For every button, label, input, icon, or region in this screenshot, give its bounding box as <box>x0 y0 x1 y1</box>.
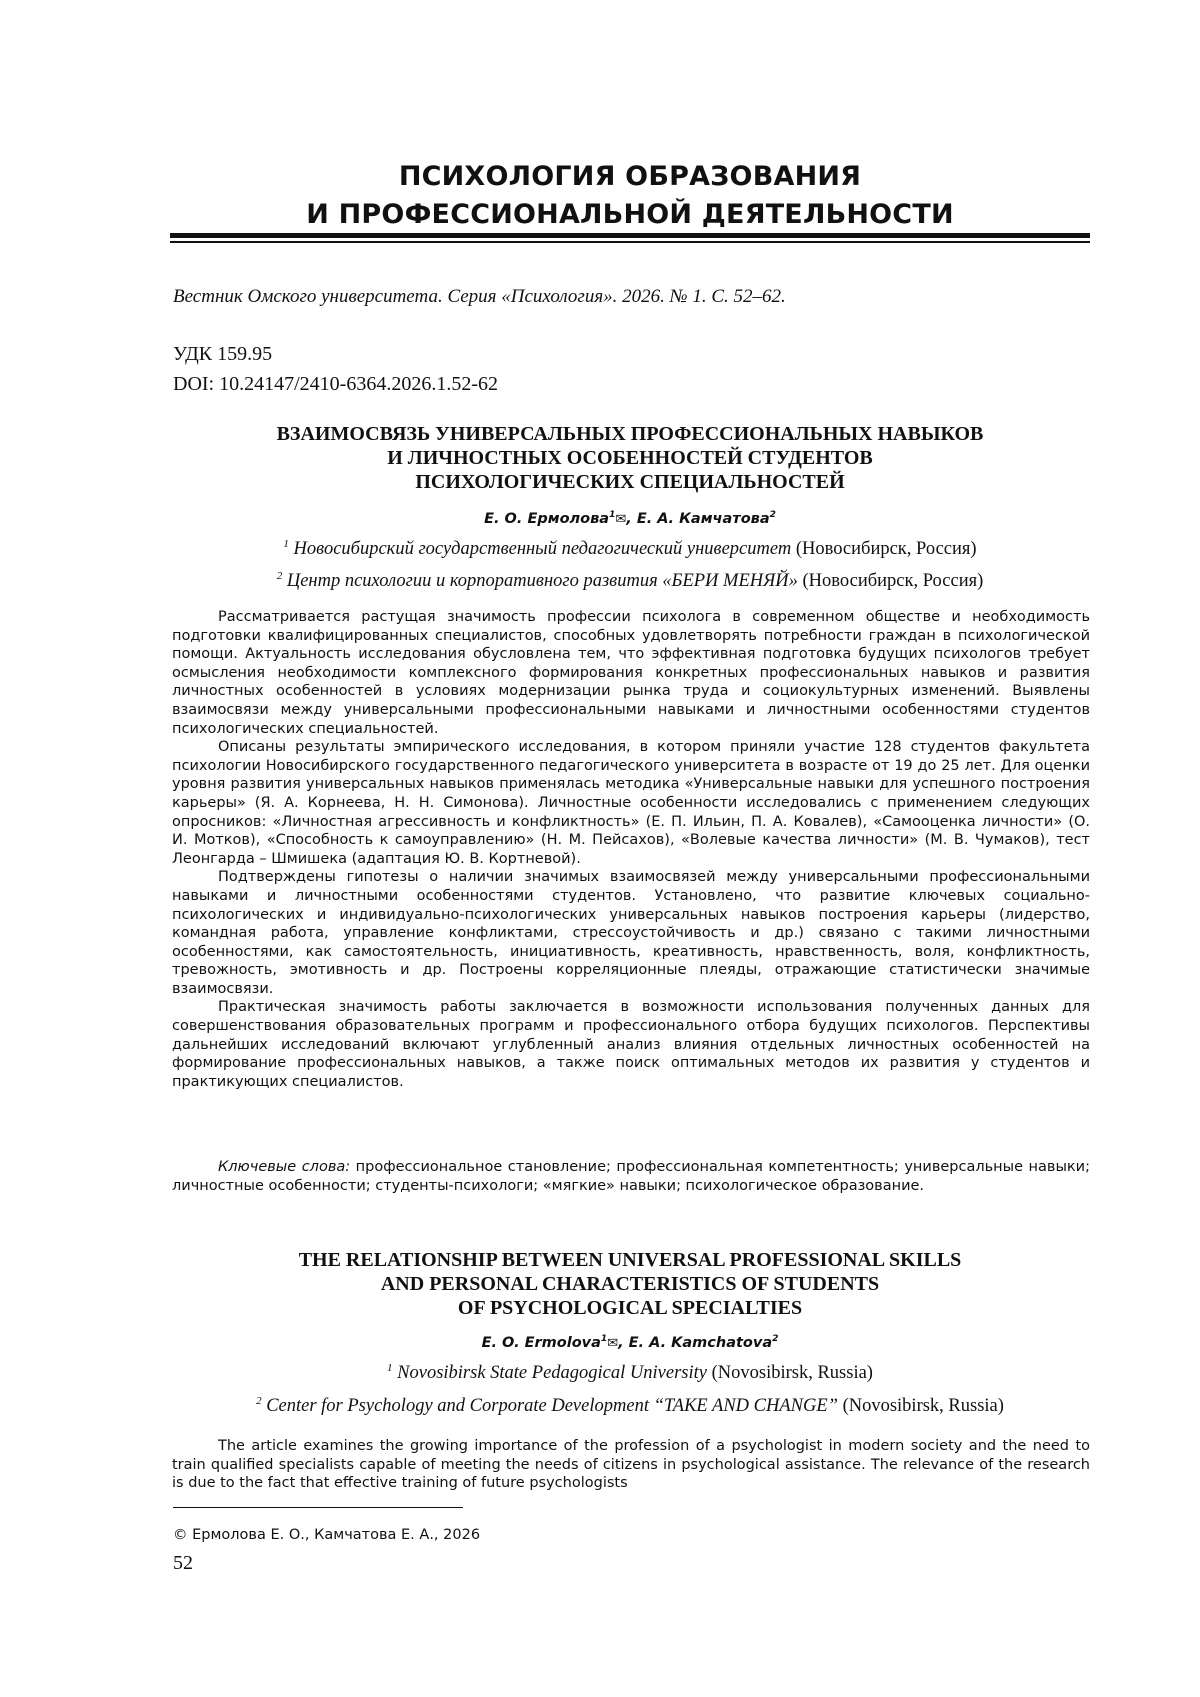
affiliation-location: (Новосибирск, Россия) <box>791 539 977 560</box>
abstract-en <box>172 1437 1090 1493</box>
copyright-notice: © Ермолова Е. О., Камчатова Е. А., 2026 <box>173 1527 481 1543</box>
affiliation-name: Новосибирский государственный педагогический университет <box>293 539 792 560</box>
affiliation-location: (Новосибирск, Россия) <box>797 571 984 592</box>
mail-icon: ✉ <box>615 511 627 527</box>
author-name: E. O. Ermolova <box>481 1334 601 1351</box>
affiliation-name: Центр психологии и корпоративного развития «БЕРИ МЕНЯЙ» <box>286 571 798 592</box>
mail-icon: ✉ <box>607 1335 619 1351</box>
abstract-ru <box>172 608 1090 1091</box>
doi: DOI: 10.24147/2410-6364.2026.1.52-62 <box>173 373 498 395</box>
title-en-line: THE RELATIONSHIP BETWEEN UNIVERSAL PROFESSIONAL SKILLS <box>298 1249 962 1271</box>
affiliation-en-2 <box>170 1395 1090 1417</box>
author-affiliation-mark: 1 <box>600 1334 608 1344</box>
affiliation-number: 2 <box>276 570 283 582</box>
author-affiliation-mark: 2 <box>769 510 776 520</box>
affiliation-ru-1 <box>170 538 1090 560</box>
article-title-en <box>170 1248 1090 1320</box>
udk-code: УДК 159.95 <box>173 343 273 365</box>
title-ru-line: ПСИХОЛОГИЧЕСКИХ СПЕЦИАЛЬНОСТЕЙ <box>415 471 845 493</box>
title-en-line: AND PERSONAL CHARACTERISTICS OF STUDENTS <box>380 1273 880 1295</box>
affiliation-name: Center for Psychology and Corporate Development “TAKE AND CHANGE” <box>266 1396 838 1417</box>
author-affiliation-mark: 2 <box>772 1334 779 1344</box>
affiliation-number: 1 <box>283 538 289 550</box>
keywords-ru <box>172 1158 1090 1195</box>
keywords-label: Ключевые слова: <box>218 1159 351 1175</box>
author-name: Е. О. Ермолова <box>484 510 610 527</box>
section-header <box>170 158 1090 234</box>
title-ru-line: И ЛИЧНОСТНЫХ ОСОБЕННОСТЕЙ СТУДЕНТОВ <box>387 447 873 469</box>
page-number: 52 <box>173 1552 193 1574</box>
author-affiliation-mark: 1 <box>609 510 616 520</box>
keywords-paragraph <box>172 1158 1090 1195</box>
title-en-line: OF PSYCHOLOGICAL SPECIALTIES <box>457 1297 803 1319</box>
affiliation-location: (Novosibirsk, Russia) <box>837 1396 1004 1417</box>
abstract-paragraph: The article examines the growing importance of the profession of a psychologist in modern society and the need to train qualified specialists capable of meeting the needs of citizens in psychological assistance. The relevance of the research is due to the fact that effective training of future psychologists <box>172 1438 1090 1492</box>
affiliation-ru-2 <box>170 570 1090 592</box>
author-name: E. A. Kamchatova <box>628 1334 773 1351</box>
abstract-paragraph: Описаны результаты эмпирического исследования, в котором приняли участие 128 студентов факультета психологии Новосибирского государственного педагогического университета в возрасте от 19 до 25 лет. Для оценки уровня развития универсальных навыков применялась методика «Универсальные навыки для успешного построения карьеры» (Я. А. Корнеева, Н. Н. Симонова). Личностные особенности исследовались с применением следующих опросников: «Личностная агрессивность и конфликтность» (Е. П. Ильин, П. А. Ковалев), «Самооценка личности» (О. И. Мотков), «Способность к самоуправлению» (Н. М. Пейсахов), «Волевые качества личности» (М. В. Чумаков), тест Леонгарда – Шмишека (адаптация Ю. В. Кортневой). <box>172 739 1090 867</box>
author-separator: , <box>626 510 637 527</box>
header-rule-thin <box>170 241 1090 243</box>
abstract-paragraph: Рассматривается растущая значимость профессии психолога в современном обществе и необходимость подготовки квалифицированных специалистов, способных удовлетворять потребности граждан в психологической помощи. Актуальность исследования обусловлена тем, что эффективная подготовка будущих психологов требует осмысления необходимости комплексного формирования конкретных профессиональных навыков и развития личностных особенностей в условиях модернизации рынка труда и социокультурных изменений. Выявлены взаимосвязи между универсальными профессиональными навыками и личностными особенностями студентов психологических специальностей. <box>172 609 1090 737</box>
affiliation-number: 2 <box>256 1395 262 1407</box>
title-ru-line: ВЗАИМОСВЯЗЬ УНИВЕРСАЛЬНЫХ ПРОФЕССИОНАЛЬНЫХ НАВЫКОВ <box>276 423 984 445</box>
authors-ru <box>170 510 1090 527</box>
footnote-rule <box>173 1507 463 1508</box>
journal-reference: Вестник Омского университета. Серия «Психология». 2026. № 1. С. 52–62. <box>173 286 786 307</box>
header-rule-thick <box>170 233 1090 238</box>
section-header-line2: И ПРОФЕССИОНАЛЬНОЙ ДЕЯТЕЛЬНОСТИ <box>306 199 954 230</box>
affiliation-number: 1 <box>387 1362 393 1374</box>
section-header-line1: ПСИХОЛОГИЯ ОБРАЗОВАНИЯ <box>398 161 862 192</box>
authors-en <box>170 1334 1090 1351</box>
author-separator: , <box>618 1334 629 1351</box>
affiliation-location: (Novosibirsk, Russia) <box>706 1363 873 1384</box>
abstract-paragraph: Практическая значимость работы заключается в возможности использования полученных данных для совершенствования образовательных программ и профессионального отбора будущих психологов. Перспективы дальнейших исследований включают углубленный анализ влияния отдельных личностных особенностей на формирование профессиональных навыков, а также поиск оптимальных методов их развития у студентов и практикующих специалистов. <box>172 999 1090 1090</box>
article-title-ru <box>170 422 1090 494</box>
affiliation-en-1 <box>170 1362 1090 1384</box>
affiliation-name: Novosibirsk State Pedagogical University <box>397 1363 707 1384</box>
abstract-paragraph: Подтверждены гипотезы о наличии значимых взаимосвязей между универсальными профессиональными навыками и личностными особенностями студентов. Установлено, что развитие ключевых социально-психологических и индивидуально-психологических универсальных навыков построения карьеры (лидерство, командная работа, управление конфликтами, стрессоустойчивость и др.) связано с такими личностными особенностями, как самостоятельность, инициативность, креативность, нравственность, воля, конфликтность, тревожность, эмотивность и др. Построены корреляционные плеяды, отражающие статистически значимые взаимосвязи. <box>172 869 1090 997</box>
author-name: Е. А. Камчатова <box>636 510 770 527</box>
keywords-text: профессиональное становление; профессиональная компетентность; универсальные навыки; личностные особенности; студенты-психологи; «мягкие» навыки; психологическое образование. <box>172 1159 1090 1194</box>
